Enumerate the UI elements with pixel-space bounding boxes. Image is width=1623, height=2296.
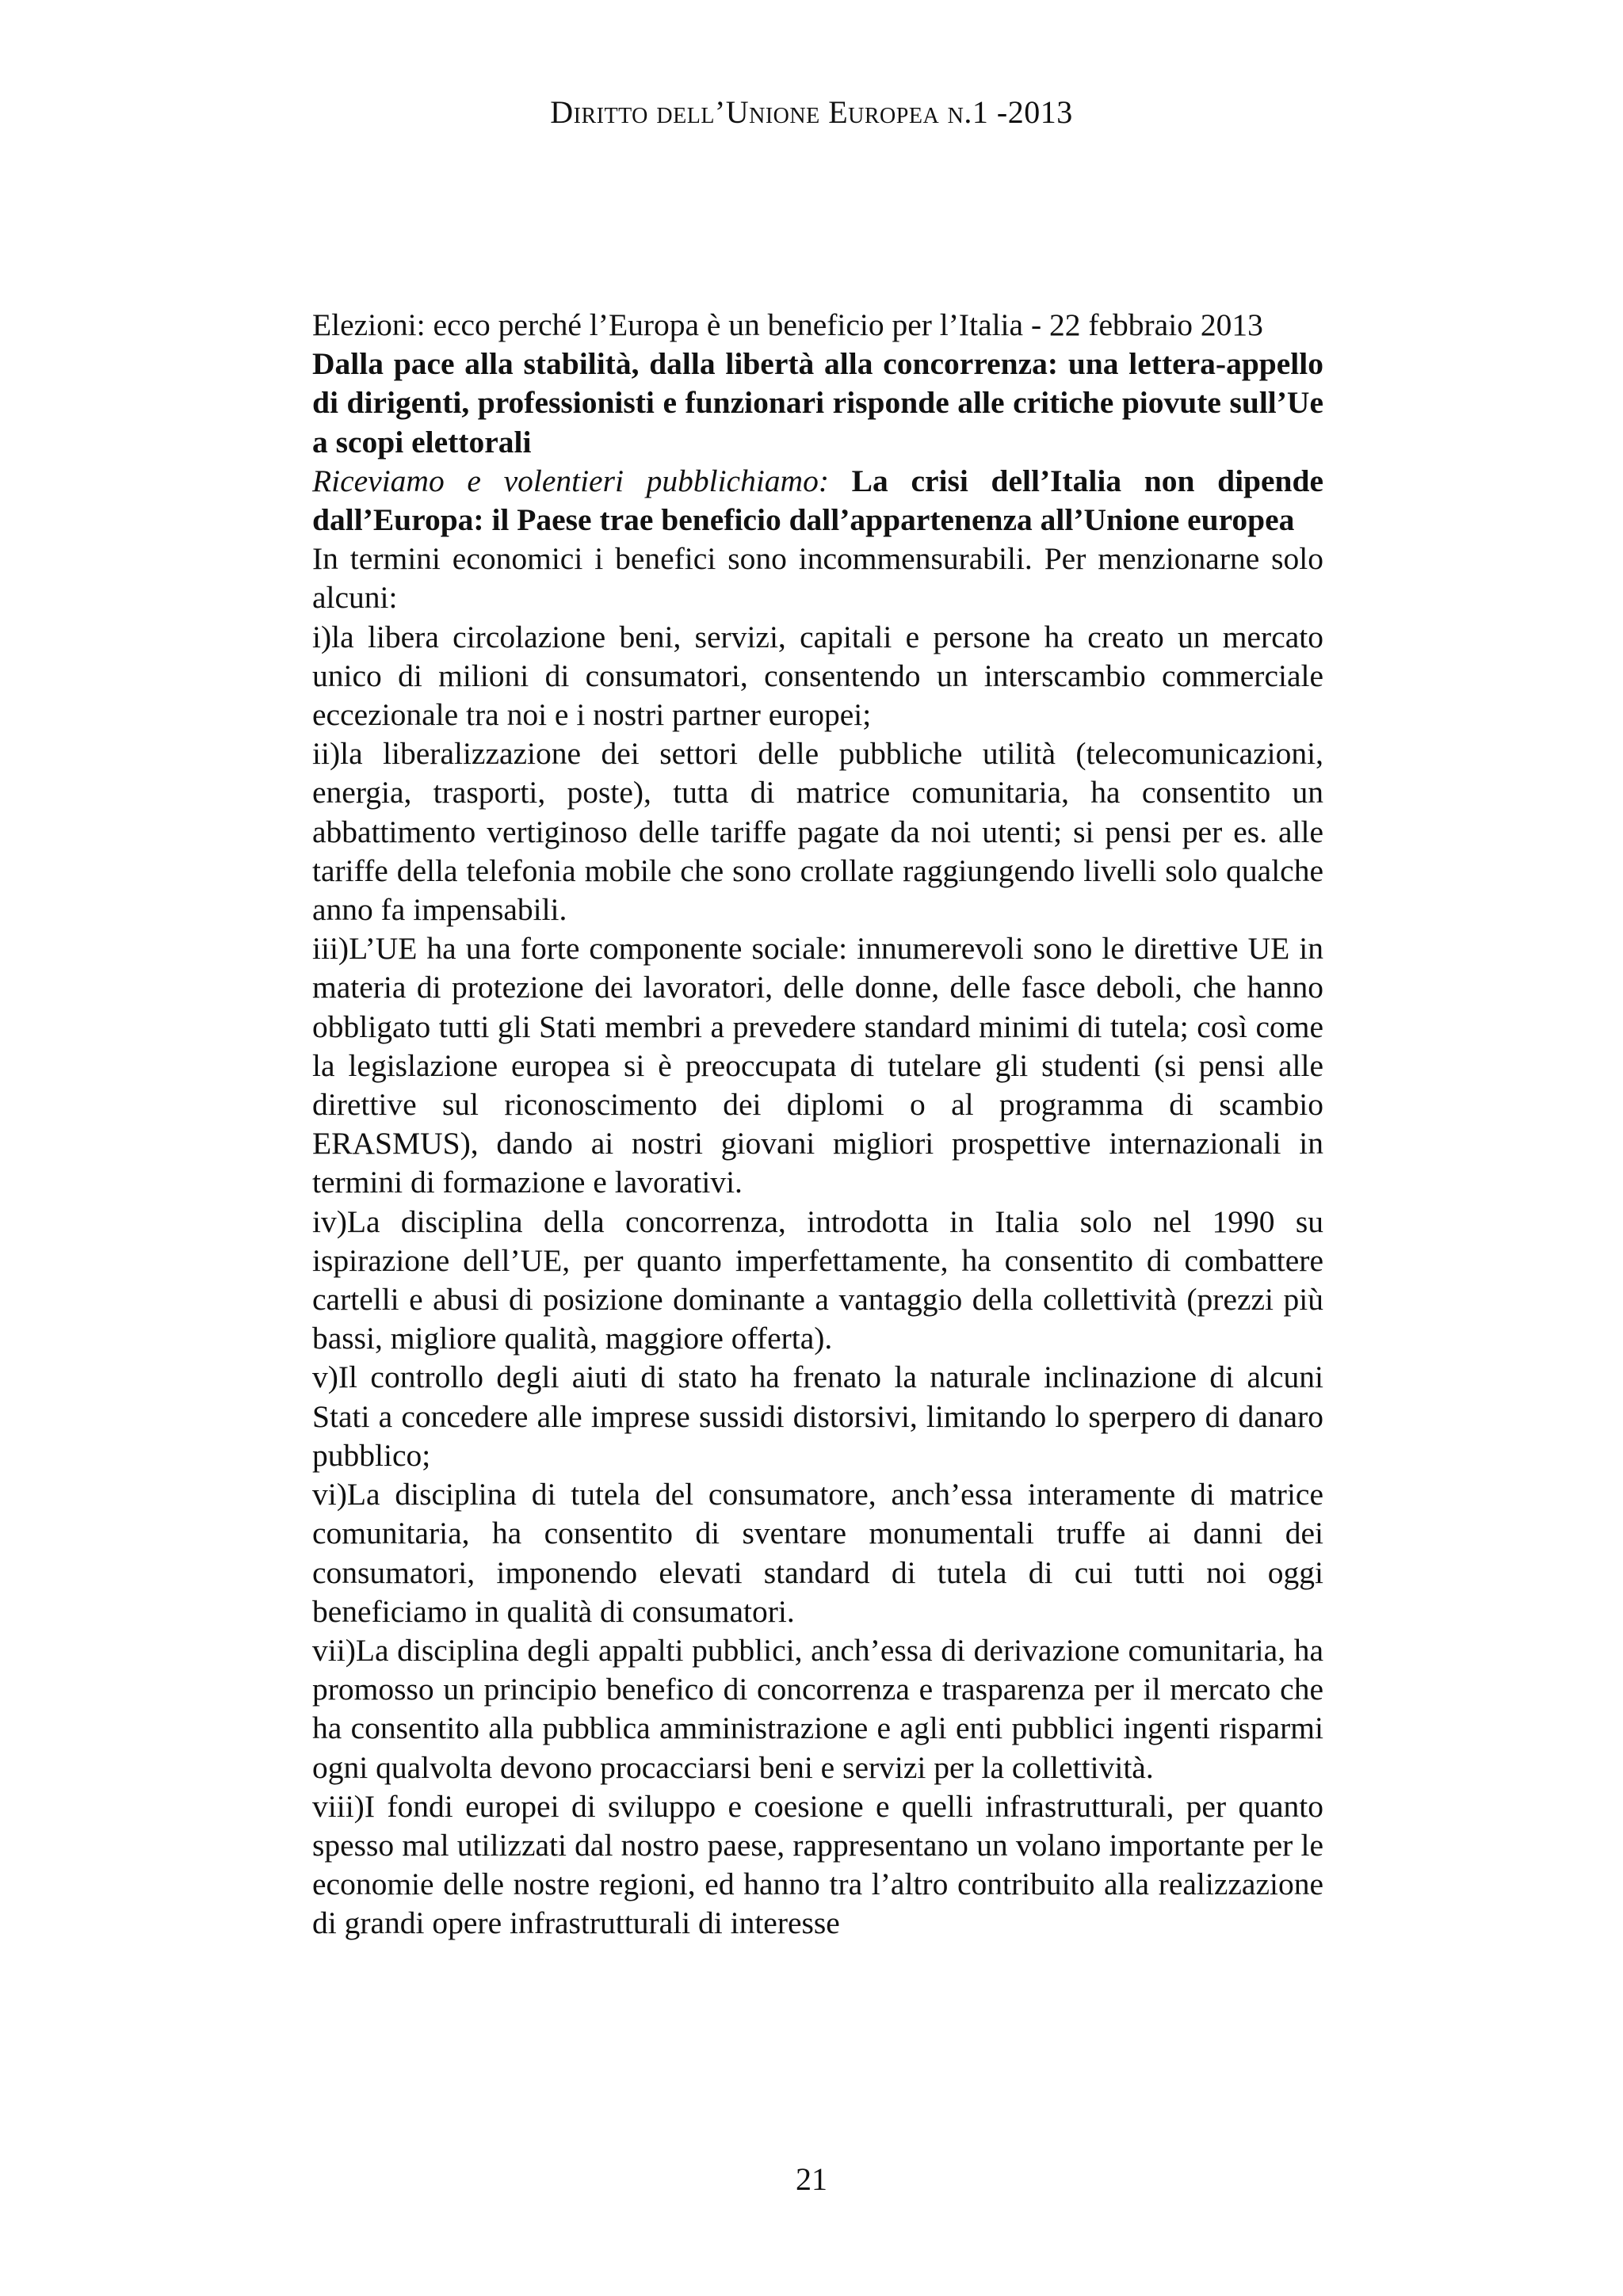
page-number: 21 [796, 2161, 827, 2197]
lead-italic: Riceviamo e volentieri pubblichiamo: [312, 463, 829, 498]
list-item: v)Il controllo degli aiuti di stato ha frenato la naturale inclinazione di alcuni Stati a concedere alle imprese sussidi distorsivi, limitando lo sperpero di danaro pubblico; [312, 1360, 1323, 1473]
list-item: iv)La disciplina della concorrenza, introdotta in Italia solo nel 1990 su ispirazione dell’UE, per quanto imperfettamente, ha consentito di combattere cartelli e abusi di posizione dominante a vantaggio della collettività (prezzi più bassi, migliore qualità, maggiore offerta). [312, 1203, 1323, 1356]
article-lead [312, 462, 1323, 540]
list-item: viii)I fondi europei di sviluppo e coesione e quelli infrastrutturali, per quanto spesso mal utilizzati dal nostro paese, rappresentano un volano importante per le economie delle nostre regioni, ed hanno tra l’altro contribuito alla realizzazione di grandi opere infrastrutturali di interesse [312, 1788, 1323, 1941]
lead-bold: La crisi dell’Italia non dipende dall’Europa: il Paese trae beneficio dall’appartenenza all’Unione europea [312, 463, 1324, 538]
article-body [312, 306, 1323, 1943]
list-item: vi)La disciplina di tutela del consumatore, anch’essa interamente di matrice comunitaria, ha consentito di sventare monumentali truffe ai danni dei consumatori, imponendo elevati standard di tutela di cui tutti noi oggi beneficiamo in qualità di consumatori. [312, 1477, 1323, 1629]
list-item: i)la libera circolazione beni, servizi, capitali e persone ha creato un mercato unico di milioni di consumatori, consentendo un interscambio commerciale eccezionale tra noi e i nostri partner europei; [312, 619, 1323, 733]
article-subtitle: Dalla pace alla stabilità, dalla libertà alla concorrenza: una lettera-appello di dirigenti, professionisti e funzionari risponde alle critiche piovute sull’Ue a scopi elettorali [312, 346, 1323, 460]
list-item: vii)La disciplina degli appalti pubblici, anch’essa di derivazione comunitaria, ha promosso un principio benefico di concorrenza e trasparenza per il mercato che ha consentito alla pubblica amministrazione e agli enti pubblici ingenti risparmi ogni qualvolta devono procacciarsi beni e servizi per la collettività. [312, 1632, 1323, 1785]
running-header [0, 93, 1623, 131]
journal-title: Diritto dell’Unione Europea n.1 -2013 [550, 94, 1073, 130]
article-title: Elezioni: ecco perché l’Europa è un beneficio per l’Italia - 22 febbraio 2013 [312, 307, 1263, 342]
article-intro: In termini economici i benefici sono incommensurabili. Per menzionarne solo alcuni: [312, 541, 1323, 616]
list-item: iii)L’UE ha una forte componente sociale: innumerevoli sono le direttive UE in materia di protezione dei lavoratori, delle donne, delle fasce deboli, che hanno obbligato tutti gli Stati membri a prevedere standard minimi di tutela; così come la legislazione europea si è preoccupata di tutelare gli studenti (si pensi alle direttive sul riconoscimento dei diplomi o al programma di scambio ERASMUS), dando ai nostri giovani migliori prospettive internazionali in termini di formazione e lavorativi. [312, 931, 1323, 1200]
list-item: ii)la liberalizzazione dei settori delle pubbliche utilità (telecomunicazioni, energia, trasporti, poste), tutta di matrice comunitaria, ha consentito un abbattimento vertiginoso delle tariffe pagate da noi utenti; si pensi per es. alle tariffe della telefonia mobile che sono crollate raggiungendo livelli solo qualche anno fa impensabili. [312, 736, 1323, 928]
